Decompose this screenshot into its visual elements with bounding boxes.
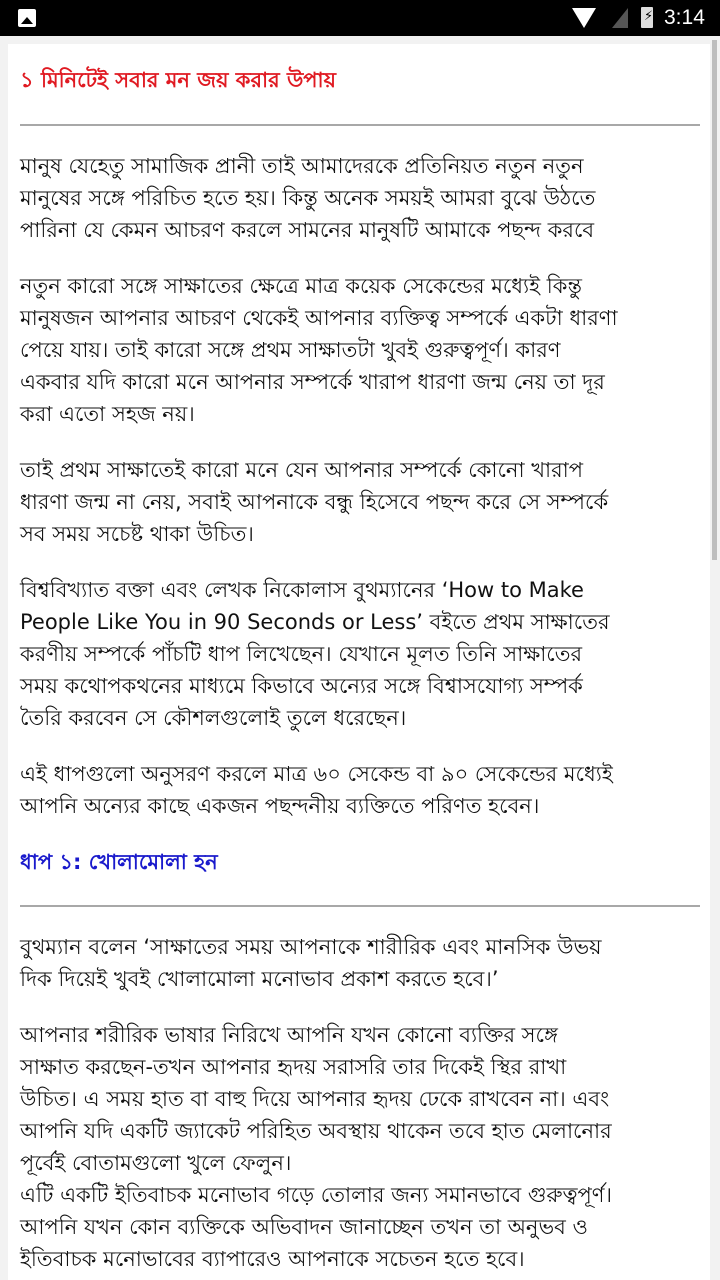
article-body-step-1	[20, 931, 710, 1275]
wifi-icon	[572, 8, 596, 28]
paragraph-line: মানুষের সঙ্গে পরিচিত হতে হয়। কিন্তু অনেক সময়ই আমরা বুঝে উঠতে	[20, 186, 596, 210]
paragraph-line: পারিনা যে কেমন আচরণ করলে সামনের মানুষটি আমাকে পছন্দ করবে	[20, 218, 595, 242]
status-bar	[0, 0, 720, 36]
paragraph-line: তৈরি করবেন সে কৌশলগুলোই তুলে ধরেছেন।	[20, 706, 407, 730]
paragraph-line: পূর্বেই বোতামগুলো খুলে ফেলুন।	[20, 1151, 292, 1175]
paragraph-line: আপনি যখন কোন ব্যক্তিকে অভিবাদন জানাচ্ছেন তখন তা অনুভব ও	[20, 1215, 588, 1239]
article-card	[8, 44, 710, 1280]
paragraph-line: ধারণা জন্ম না নেয়, সবাই আপনাকে বন্ধু হিসেবে পছন্দ করে সে সম্পর্কে	[20, 490, 609, 514]
paragraph-line: মানুষজন আপনার আচরণ থেকেই আপনার ব্যক্তিত্ব সম্পর্কে একটা ধারণা	[20, 306, 618, 330]
paragraph-line: তাই প্রথম সাক্ষাতেই কারো মনে যেন আপনার সম্পর্কে কোনো খারাপ	[20, 458, 584, 482]
paragraph-line: আপনি যদি একটি জ্যাকেট পরিহিত অবস্থায় থাকেন তবে হাত মেলানোর	[20, 1119, 612, 1143]
paragraph	[20, 150, 710, 246]
battery-charging-icon: ⚡	[641, 7, 653, 28]
divider	[20, 124, 700, 126]
paragraph-line: নতুন কারো সঙ্গে সাক্ষাতের ক্ষেত্রে মাত্র কয়েক সেকেন্ডের মধ্যেই কিন্তু	[20, 274, 582, 298]
paragraph-line: People Like You in 90 Seconds or Less’ বইতে প্রথম সাক্ষাতের	[20, 610, 610, 634]
divider	[20, 905, 700, 907]
scrollbar[interactable]	[712, 40, 717, 560]
paragraph-line: মানুষ যেহেতু সামাজিক প্রানী তাই আমাদেরকে প্রতিনিয়ত নতুন নতুন	[20, 154, 584, 178]
paragraph-line: সব সময় সচেষ্ট থাকা উচিত।	[20, 522, 254, 546]
paragraph-line: করা এতো সহজ নয়।	[20, 402, 195, 426]
paragraph	[20, 758, 710, 822]
paragraph-line: সময় কথোপকথনের মাধ্যমে কিভাবে অন্যের সঙ্গে বিশ্বাসযোগ্য সম্পর্ক	[20, 674, 583, 698]
paragraph-line: করণীয় সম্পর্কে পাঁচটি ধাপ লিখেছেন। যেখানে মূলত তিনি সাক্ষাতের	[20, 642, 583, 666]
paragraph-line: বুথম্যান বলেন ‘সাক্ষাতের সময় আপনাকে শারীরিক এবং মানসিক উভয়	[20, 935, 602, 959]
paragraph-line: আপনার শরীরিক ভাষার নিরিখে আপনি যখন কোনো ব্যক্তির সঙ্গে	[20, 1023, 558, 1047]
paragraph	[20, 454, 710, 550]
step-1-heading: ধাপ ১: খোলামোলা হন	[20, 850, 218, 874]
paragraph-line: একবার যদি কারো মনে আপনার সম্পর্কে খারাপ ধারণা জন্ম নেয় তা দূর	[20, 370, 605, 394]
paragraph-line: বিশ্ববিখ্যাত বক্তা এবং লেখক নিকোলাস বুথম্যানের ‘How to Make	[20, 578, 584, 602]
paragraph-line: আপনি অন্যের কাছে একজন পছন্দনীয় ব্যক্তিতে পরিণত হবেন।	[20, 794, 540, 818]
paragraph-line: এই ধাপগুলো অনুসরণ করলে মাত্র ৬০ সেকেন্ড বা ৯০ সেকেন্ডের মধ্যেই	[20, 762, 613, 786]
paragraph-line: ইতিবাচক মনোভাবের ব্যাপারেও আপনাকে সচেতন হতে হবে।	[20, 1247, 525, 1271]
paragraph-line: দিক দিয়েই খুবই খোলামোলা মনোভাব প্রকাশ করতে হবে।’	[20, 967, 499, 991]
no-signal-icon	[612, 8, 628, 28]
article-title: ১ মিনিটেই সবার মন জয় করার উপায়	[20, 68, 337, 92]
paragraph-line: এটি একটি ইতিবাচক মনোভাব গড়ে তোলার জন্য সমানভাবে গুরুত্বপূর্ণ।	[20, 1183, 613, 1207]
article-body-intro	[20, 150, 710, 822]
paragraph	[20, 1019, 710, 1275]
paragraph	[20, 574, 710, 734]
clock: 3:14	[664, 6, 705, 29]
paragraph-line: সাক্ষাত করছেন-তখন আপনার হৃদয় সরাসরি তার দিকেই স্থির রাখা	[20, 1055, 567, 1079]
gallery-notification-icon	[18, 9, 36, 27]
paragraph-line: পেয়ে যায়। তাই কারো সঙ্গে প্রথম সাক্ষাতটা খুবই গুরুত্বপূর্ণ। কারণ	[20, 338, 561, 362]
paragraph	[20, 931, 710, 995]
paragraph-line: উচিত। এ সময় হাত বা বাহু দিয়ে আপনার হৃদয় ঢেকে রাখবেন না। এবং	[20, 1087, 610, 1111]
paragraph	[20, 270, 710, 430]
